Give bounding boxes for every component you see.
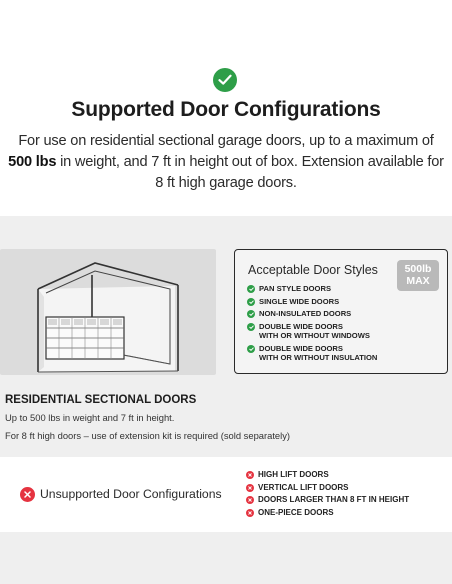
- page-title: Supported Door Configurations: [71, 98, 381, 121]
- acceptable-styles-title: Acceptable Door Styles: [248, 263, 378, 277]
- residential-extension-note: For 8 ft high doors – use of extension kit is required (sold separately): [5, 430, 291, 441]
- check-icon: [247, 310, 255, 318]
- x-circle-icon: [20, 487, 35, 502]
- acceptable-styles-list: [247, 284, 377, 366]
- garage-door-icon: [0, 249, 216, 375]
- check-icon: [247, 345, 255, 353]
- badge-max: MAX: [406, 275, 430, 287]
- max-weight-highlight: 500 lbs: [8, 154, 57, 170]
- list-item: PAN STYLE DOORS: [247, 284, 377, 294]
- list-item: DOUBLE WIDE DOORS WITH OR WITHOUT INSULATION: [247, 344, 377, 363]
- check-icon: [247, 285, 255, 293]
- unsupported-configurations-card: [0, 457, 452, 532]
- residential-weight-note: Up to 500 lbs in weight and 7 ft in height.: [5, 412, 175, 423]
- x-icon: [246, 471, 254, 479]
- list-item: DOORS LARGER THAN 8 FT IN HEIGHT: [246, 495, 409, 505]
- list-item: NON-INSULATED DOORS: [247, 309, 377, 319]
- check-icon: [247, 298, 255, 306]
- list-item: VERTICAL LIFT DOORS: [246, 483, 409, 493]
- hero-subtitle: For use on residential sectional garage doors, up to a maximum of 500 lbs in weight, and 7 ft in height out of box. Extension available for 8 ft high garage doors.: [8, 133, 444, 191]
- garage-door-illustration: [0, 249, 216, 375]
- list-item: HIGH LIFT DOORS: [246, 470, 409, 480]
- list-item: DOUBLE WIDE DOORS WITH OR WITHOUT WINDOWS: [247, 322, 377, 341]
- list-item: SINGLE WIDE DOORS: [247, 297, 377, 307]
- residential-title: RESIDENTIAL SECTIONAL DOORS: [5, 394, 197, 406]
- x-icon: [246, 484, 254, 492]
- x-icon: [246, 509, 254, 517]
- unsupported-list: [246, 470, 409, 520]
- x-icon: [246, 496, 254, 504]
- hero-section: [0, 0, 452, 216]
- unsupported-label: Unsupported Door Configurations: [40, 487, 222, 501]
- acceptable-door-styles-card: [234, 249, 448, 374]
- max-weight-badge: [397, 260, 439, 291]
- check-icon: [247, 323, 255, 331]
- check-circle-icon: [213, 68, 237, 92]
- badge-weight: 500lb: [404, 263, 432, 275]
- list-item: ONE-PIECE DOORS: [246, 508, 409, 518]
